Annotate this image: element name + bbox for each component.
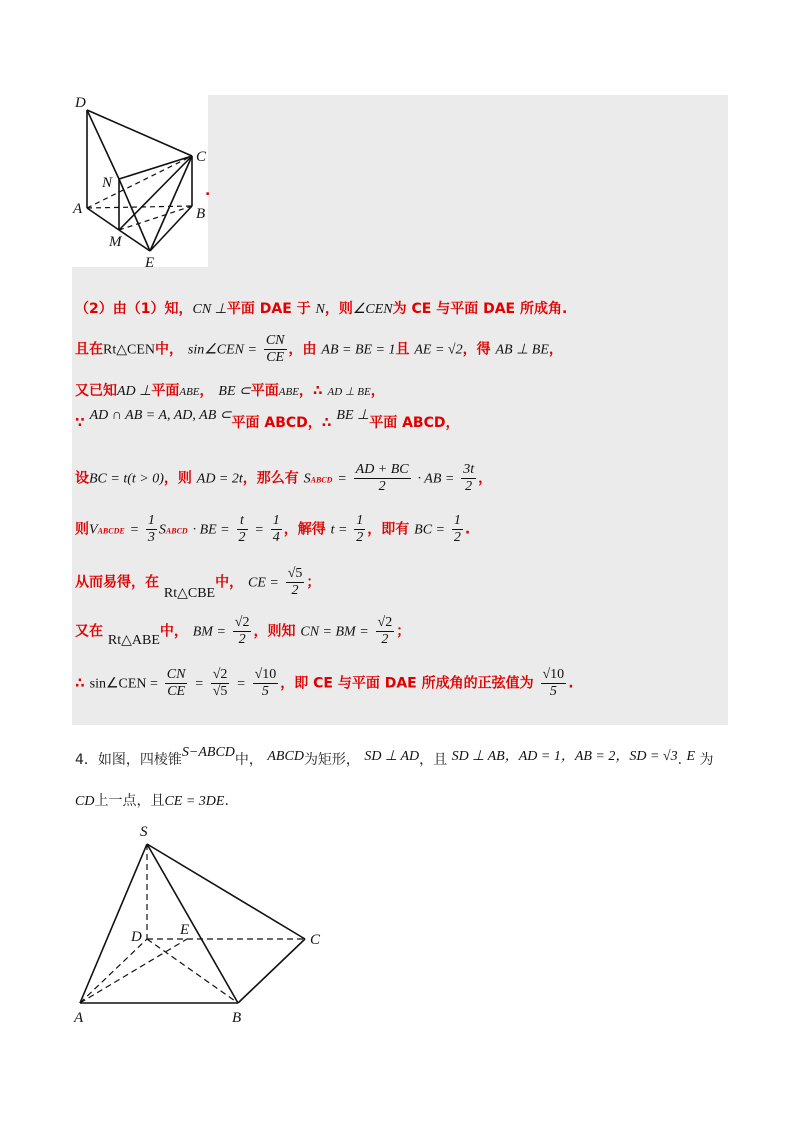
numerator: √2 xyxy=(234,615,250,630)
math: BC = t(t > 0) xyxy=(89,471,164,487)
math: CE = xyxy=(247,575,279,591)
text: 平面 ABCD， xyxy=(369,415,460,431)
text: 平面 xyxy=(151,383,180,399)
text: ，得 xyxy=(462,341,491,358)
math: ABCD xyxy=(267,749,304,764)
text: 设 xyxy=(75,470,89,487)
subscript: ABCD xyxy=(165,526,188,536)
denominator: 4 xyxy=(272,530,280,545)
fraction xyxy=(376,615,395,648)
numerator: CN xyxy=(265,333,285,348)
math: = xyxy=(337,471,347,487)
fraction xyxy=(452,513,463,546)
label-A: A xyxy=(73,201,83,217)
math: Rt△CBE xyxy=(163,585,216,601)
label-C: C xyxy=(196,149,207,165)
text: ，则 xyxy=(324,301,353,317)
text: 中， xyxy=(234,752,263,768)
numerator: t xyxy=(237,513,248,530)
math: = xyxy=(236,676,246,692)
figure1-trailing-dot: . xyxy=(205,183,211,199)
text: 从而易得，在 xyxy=(75,574,159,591)
math: CN = BM = xyxy=(300,624,369,640)
text: 为 CE 与平面 DAE 所成角. xyxy=(392,301,568,317)
fraction xyxy=(211,667,230,700)
figure-solid-1-svg xyxy=(72,92,212,272)
solution-line-2 xyxy=(75,333,563,366)
figure-pyramid-2-svg xyxy=(70,820,340,1030)
text: ∵ xyxy=(75,415,85,431)
math: sin∠CEN = xyxy=(187,342,257,358)
label-D: D xyxy=(131,929,142,945)
math: SD ⊥ AB，AD = 1，AB = 2，SD = √3 xyxy=(451,749,678,764)
math: E xyxy=(686,749,696,764)
label-M: M xyxy=(109,234,122,250)
math: AD ⊥ BE xyxy=(327,386,371,398)
math: N xyxy=(315,302,325,317)
denominator: 2 xyxy=(238,632,246,647)
fraction xyxy=(165,667,188,700)
fraction xyxy=(271,513,282,546)
math: = xyxy=(129,522,140,538)
text: 4．如图，四棱锥 xyxy=(75,752,182,768)
text: ， xyxy=(478,470,493,487)
figure-solid-1 xyxy=(72,92,212,272)
denominator: 2 xyxy=(356,530,364,545)
fraction xyxy=(264,333,287,366)
label-E: E xyxy=(145,255,155,271)
fraction xyxy=(461,462,476,495)
text: ∴ xyxy=(75,675,85,692)
text: 中， xyxy=(155,341,183,358)
text: . xyxy=(224,793,229,809)
math: · BE = xyxy=(192,522,230,538)
text: 为 xyxy=(699,752,714,768)
text: 为矩形， xyxy=(303,752,360,768)
solution-line-5 xyxy=(75,462,492,495)
numerator: 3t xyxy=(463,462,475,477)
math: V xyxy=(89,522,98,538)
solution-line-1 xyxy=(75,298,567,318)
solution-line-7 xyxy=(75,566,320,599)
math: = xyxy=(254,522,264,538)
fraction xyxy=(541,667,567,700)
math: Rt△CEN xyxy=(103,342,155,358)
solution-line-9 xyxy=(75,667,574,700)
text: ， xyxy=(199,383,214,399)
label-B: B xyxy=(196,206,206,222)
fraction xyxy=(286,566,305,599)
numerator: CN xyxy=(166,667,186,682)
numerator: 1 xyxy=(356,513,364,528)
figure-pyramid-2 xyxy=(70,820,340,1030)
numerator: AD + BC xyxy=(355,462,409,477)
math: S xyxy=(158,522,166,538)
text: ，则 xyxy=(163,470,192,487)
fraction xyxy=(354,513,365,546)
numerator: 1 xyxy=(453,513,461,528)
text: 又已知 xyxy=(75,383,117,399)
math: AD ∩ AB = A, AD, AB ⊂ xyxy=(89,408,232,423)
math: BE ⊥ xyxy=(336,408,370,423)
text: 平面 DAE 于 xyxy=(226,301,311,317)
math: CD xyxy=(75,794,95,809)
solution-line-4 xyxy=(75,408,460,432)
text: 中， xyxy=(159,623,188,640)
text: 则 xyxy=(75,521,89,538)
denominator: 2 xyxy=(453,530,461,545)
numerator: √10 xyxy=(254,667,277,682)
text: 上一点，且 xyxy=(94,793,165,809)
math: BM = xyxy=(192,624,226,640)
math: t = xyxy=(330,522,348,538)
problem4-line-1 xyxy=(75,745,714,769)
subscript: ABCD xyxy=(310,475,333,485)
math: BC = xyxy=(414,522,446,538)
math: ∠CEN xyxy=(352,302,393,317)
label-E: E xyxy=(180,922,190,938)
math: AD = 2t xyxy=(196,471,243,487)
text: ； xyxy=(306,574,321,591)
text: . xyxy=(677,752,683,768)
fraction xyxy=(253,667,279,700)
denominator: CE xyxy=(167,684,186,699)
text: 且在 xyxy=(75,341,103,358)
math: ABE xyxy=(278,386,299,398)
fraction xyxy=(233,615,252,648)
label-B: B xyxy=(232,1010,242,1026)
text: . xyxy=(568,675,574,692)
numerator: √2 xyxy=(212,667,228,682)
math: AB = BE = 1 xyxy=(321,342,396,358)
solution-line-6 xyxy=(75,513,470,546)
numerator: 1 xyxy=(147,513,155,528)
text: 平面 ABCD，∴ xyxy=(231,415,332,431)
denominator: 2 xyxy=(381,632,389,647)
math: CE = 3DE xyxy=(164,794,225,809)
denominator: 5 xyxy=(549,684,557,699)
text: ， xyxy=(548,341,563,358)
text: ，那么有 xyxy=(242,470,299,487)
text: （2）由（1）知， xyxy=(75,301,193,317)
denominator: 3 xyxy=(147,530,155,545)
numerator: 1 xyxy=(272,513,280,528)
label-C: C xyxy=(310,932,321,948)
text: ，由 xyxy=(288,341,317,358)
text: 中， xyxy=(215,574,244,591)
fraction xyxy=(237,513,248,546)
problem4-line-2 xyxy=(75,790,229,810)
denominator: 5 xyxy=(261,684,269,699)
solution-line-8 xyxy=(75,615,410,648)
math: CN ⊥ xyxy=(192,302,227,317)
solution-line-3 xyxy=(75,380,385,400)
math: sin∠CEN = xyxy=(89,676,158,692)
denominator: 2 xyxy=(238,530,246,545)
math: S−ABCD xyxy=(181,745,235,760)
math: SD ⊥ AD xyxy=(364,749,420,764)
math: AD ⊥ xyxy=(117,384,152,399)
math: · AB = xyxy=(417,471,455,487)
numerator: √2 xyxy=(377,615,393,630)
math: S xyxy=(303,471,311,487)
math: AB ⊥ BE xyxy=(495,342,549,358)
subscript: ABCDE xyxy=(97,526,125,536)
label-A: A xyxy=(74,1010,84,1026)
math: Rt△ABE xyxy=(107,632,160,648)
fraction xyxy=(354,462,411,495)
text: ，即有 xyxy=(367,521,410,538)
text: 又在 xyxy=(75,623,103,640)
text: . xyxy=(464,521,471,538)
numerator: √5 xyxy=(287,566,303,581)
denominator: √5 xyxy=(212,684,228,699)
fraction xyxy=(146,513,157,546)
label-N: N xyxy=(102,175,113,191)
math: AE = √2 xyxy=(414,342,463,358)
math: = xyxy=(194,676,204,692)
text: 平面 xyxy=(250,383,279,399)
math: ABE xyxy=(179,386,200,398)
denominator: CE xyxy=(266,350,285,365)
text: ，解得 xyxy=(283,521,326,538)
text: ，即 CE 与平面 DAE 所成角的正弦值为 xyxy=(280,675,534,692)
text: ，∴ xyxy=(298,383,323,399)
text: ， xyxy=(370,383,385,399)
text: 且 xyxy=(395,341,410,358)
math: BE ⊂ xyxy=(218,384,251,399)
denominator: 2 xyxy=(291,583,299,598)
numerator: √10 xyxy=(542,667,565,682)
text: ，且 xyxy=(419,752,448,768)
label-D: D xyxy=(75,95,86,111)
denominator: 2 xyxy=(465,479,473,494)
label-S: S xyxy=(140,824,148,840)
text: ，则知 xyxy=(253,623,296,640)
denominator: 2 xyxy=(378,479,386,494)
text: ； xyxy=(396,623,411,640)
